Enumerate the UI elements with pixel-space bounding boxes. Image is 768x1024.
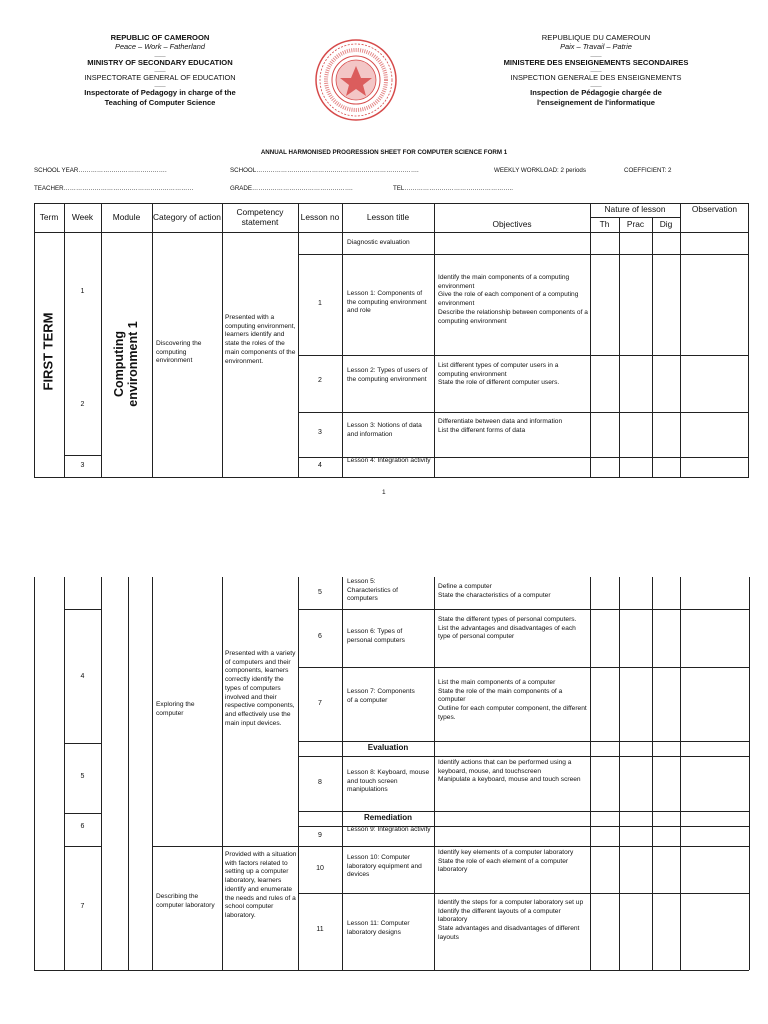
objectives-8: Identify actions that can be performed using a keyboard, mouse, and touchscreen Manipulate a keyboard, mouse and touch screen [438,759,581,784]
objectives-1: Identify the main components of a computing environment Give the role of each component of a computing environment Describe the relationship between components of a computing environment [438,274,588,325]
school-field: SCHOOL……………………………………………………………………. [230,167,419,174]
objectives-3: Differentiate between data and information List the different forms of data [438,418,563,434]
teacher-field: TEACHER……………………………………………………… [34,185,194,192]
sheet-title: ANNUAL HARMONISED PROGRESSION SHEET FOR COMPUTER SCIENCE FORM 1 [260,149,508,156]
col-lesson-no: Lesson no [300,211,340,222]
week-3: 3 [80,462,85,469]
lesson-title-5: Lesson 5: Characteristics of computers [347,578,398,603]
evaluation-band: Evaluation [367,743,409,752]
col-competency: Competency statement [236,206,284,227]
remediation-band: Remediation [363,813,412,822]
lesson-no-10: 10 [316,865,324,872]
objectives-10: Identify key elements of a computer laboratory State the role of each element of a computer laboratory [438,849,574,874]
lesson-title-7: Lesson 7: Components of a computer [347,688,415,704]
objectives-6: State the different types of personal computers. List the advantages and disadvantages of each type of personal computer [438,616,577,641]
republic-en: REPUBLIC OF CAMEROON [110,33,210,42]
lesson-title-2: Lesson 2: Types of users of the computing environment [347,367,428,383]
col-lesson-title: Lesson title [366,211,410,222]
pedagogy-fr-1: Inspection de Pédagogie chargée de [530,88,662,98]
header-right: REPUBLIQUE DU CAMEROUN Paix – Travail – Patrie ____ MINISTERE DES ENSEIGNEMENTS SECONDAIRES ____ INSPECTION GENERALE DES ENSEIGNEMENTS ____ Inspection de Pédagogie chargée de l'enseignement de l'informatique [476,33,716,107]
lesson-no-1: 1 [318,300,322,307]
inspectorate-fr: INSPECTION GENERALE DES ENSEIGNEMENTS [510,73,682,83]
lesson-no-11: 11 [316,926,324,933]
ministry-fr: MINISTERE DES ENSEIGNEMENTS SECONDAIRES [503,57,689,67]
lesson-no-5: 5 [318,589,322,596]
coefficient-field: COEFFICIENT: 2 [624,167,672,174]
pedagogy-en-2: Teaching of Computer Science [104,97,216,107]
pedagogy-en-1: Inspectorate of Pedagogy in charge of the [84,88,236,98]
inspectorate-en: INSPECTORATE GENERAL OF EDUCATION [84,73,236,83]
col-observation: Observation [691,204,738,215]
republic-fr: REPUBLIQUE DU CAMEROUN [541,33,651,42]
pedagogy-fr-2: l'enseignement de l'informatique [537,97,655,107]
lesson-title-6: Lesson 6: Types of personal computers [347,628,405,644]
col-week: Week [71,211,94,222]
category-discovering: Discovering the computing environment [156,340,202,365]
lesson-title-10: Lesson 10: Computer laboratory equipment and devices [347,854,422,879]
col-dig: Dig [659,218,673,229]
lesson-title-8: Lesson 8: Keyboard, mouse and touch screen manipulations [347,769,430,794]
lesson-no-6: 6 [318,633,322,640]
lesson-no-2: 2 [318,377,322,384]
competency-exploring: Presented with a variety of computers and their components, learners correctly identify the types of computers involved and their respective components, and effectively use the main input devices. [225,650,296,727]
col-category: Category of action [153,211,221,222]
lesson-title-diagnostic: Diagnostic evaluation [347,239,410,246]
col-module: Module [112,211,141,222]
official-seal-icon [314,38,398,122]
objectives-5: Define a computer State the characteristics of a computer [438,583,551,599]
term-label: FIRST TERM [40,312,56,391]
week-1: 1 [80,288,85,295]
week-5: 5 [80,773,85,780]
col-term: Term [39,211,59,222]
lesson-title-1: Lesson 1: Components of the computing environment and role [347,290,427,315]
week-4: 4 [80,673,85,680]
lesson-no-7: 7 [318,700,322,707]
week-7: 7 [80,903,85,910]
lesson-no-3: 3 [318,429,322,436]
objectives-11: Identify the steps for a computer laboratory set up Identify the different layouts of a computer laboratory State advantages and disadvantages of different layouts [438,899,584,941]
objectives-2: List different types of computer users in a computing environment State the role of different computer users. [438,362,560,387]
lesson-no-4: 4 [318,462,322,469]
col-objectives: Objectives [492,218,532,229]
motto-en: Peace – Work – Fatherland [115,42,205,52]
tel-field: TEL…………………………………………….. [393,185,513,192]
page-number: 1 [382,489,386,496]
objectives-7: List the main components of a computer State the role of the main components of a computer Outline for each computer component, the different types. [438,679,587,721]
lesson-title-11: Lesson 11: Computer laboratory designs [347,920,410,936]
week-6: 6 [80,823,85,830]
competency-describing: Provided with a situation with factors related to setting up a computer laboratory, learners identify and enumerate the needs and rules of a school computer laboratory. [225,851,297,919]
lesson-title-3: Lesson 3: Notions of data and information [347,422,422,438]
competency-page1: Presented with a computing environment, learners identify and state the roles of the main components of the environment. [225,314,296,365]
workload-field: WEEKLY WORKLOAD: 2 periods [494,167,586,174]
lesson-title-9: Lesson 9: Integration activity [347,826,431,833]
motto-fr: Paix – Travail – Patrie [560,42,632,52]
col-nature: Nature of lesson [604,204,666,215]
week-2: 2 [80,401,85,408]
header-left: REPUBLIC OF CAMEROON Peace – Work – Fatherland ____ MINISTRY OF SECONDARY EDUCATION ____ INSPECTORATE GENERAL OF EDUCATION ____ Inspectorate of Pedagogy in charge of the Teaching of Computer Science [40,33,280,107]
school-year-field: SCHOOL YEAR……………………………………. [34,167,167,174]
grade-field: GRADE…………………………………………. [230,185,353,192]
col-prac: Prac [626,218,645,229]
lesson-title-4: Lesson 4: Integration activity [347,457,431,464]
col-th: Th [599,218,610,229]
lesson-no-9: 9 [318,832,322,839]
ministry-en: MINISTRY OF SECONDARY EDUCATION [87,57,233,67]
category-exploring: Exploring the computer [156,701,195,717]
category-describing: Describing the computer laboratory [156,893,215,909]
module-label: Computing environment 1 [112,321,140,407]
lesson-no-8: 8 [318,779,322,786]
